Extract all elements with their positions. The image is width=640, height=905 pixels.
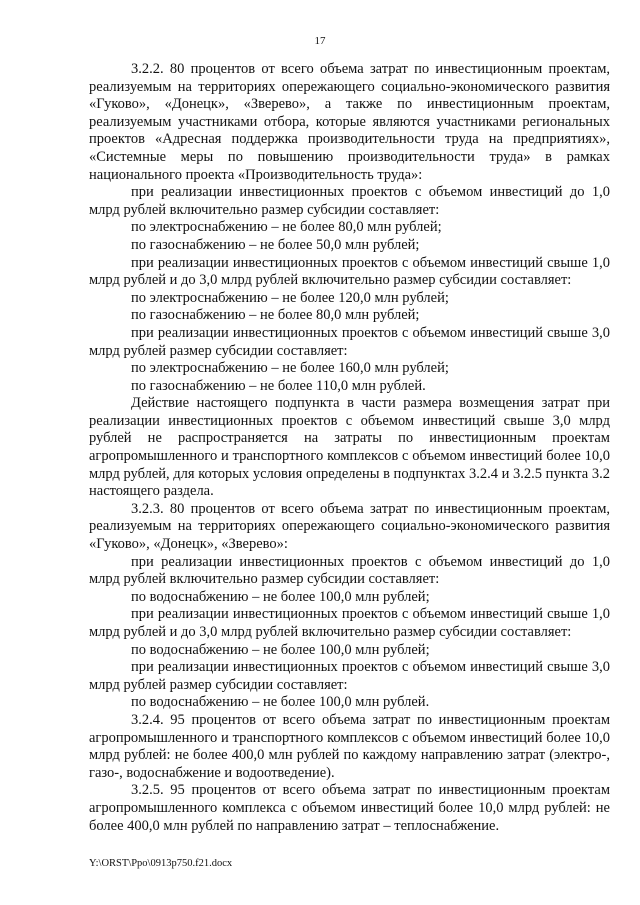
paragraph: по водоснабжению – не более 100,0 млн рублей. [131, 694, 430, 711]
paragraph: при реализации инвестиционных проектов с объемом инвестиций свыше 3,0 млрд рублей размер субсидии составляет: [89, 324, 610, 359]
paragraph: при реализации инвестиционных проектов с объемом инвестиций до 1,0 млрд рублей включительно размер субсидии составляет: [89, 553, 610, 588]
page-number: 17 [314, 35, 326, 47]
paragraph: по газоснабжению – не более 80,0 млн рублей; [131, 307, 420, 324]
paragraph: при реализации инвестиционных проектов с объемом инвестиций свыше 1,0 млрд рублей и до 3,0 млрд рублей включительно размер субсидии составляет: [89, 254, 610, 289]
paragraph-3-2-4: 3.2.4. 95 процентов от всего объема затрат по инвестиционным проектам агропромышленного и транспортного комплексов с объемом инвестиций более 10,0 млрд рублей: не более 400,0 млн рублей по каждому направлению затрат (электро-, газо-, водоснабжение и водоотведение). [89, 711, 610, 781]
paragraph: по газоснабжению – не более 110,0 млн рублей. [131, 377, 426, 394]
paragraph: Действие настоящего подпункта в части размера возмещения затрат при реализации инвестиционных проектов с объемом инвестиций свыше 3,0 млрд рублей не распространяется на затраты по инвестиционным проектам агропромышленного и транспортного комплексов с объемом инвестиций более 10,0 млрд рублей, для которых условия определены в подпунктах 3.2.4 и 3.2.5 пункта 3.2 настоящего раздела. [89, 395, 610, 500]
document-body [89, 61, 610, 835]
paragraph: по электроснабжению – не более 80,0 млн рублей; [131, 219, 442, 236]
footer-file-path: Y:\ORST\Ppo\0913p750.f21.docx [89, 858, 233, 869]
paragraph-3-2-2: 3.2.2. 80 процентов от всего объема затрат по инвестиционным проектам, реализуемым на территориях опережающего социально-экономического развития «Гуково», «Донецк», «Зверево», а также по инвестиционным проектам, реализуемым участниками отбора, которые являются участниками региональных проектов «Адресная поддержка производительности труда на предприятиях», «Системные меры по повышению производительности труда» в рамках национального проекта «Производительность труда»: [89, 61, 610, 183]
paragraph: по водоснабжению – не более 100,0 млн рублей; [131, 588, 430, 605]
paragraph: по электроснабжению – не более 120,0 млн рублей; [131, 289, 449, 306]
paragraph: при реализации инвестиционных проектов с объемом инвестиций свыше 3,0 млрд рублей размер субсидии составляет: [89, 659, 610, 693]
paragraph: по электроснабжению – не более 160,0 млн рублей; [131, 360, 449, 377]
paragraph: по газоснабжению – не более 50,0 млн рублей; [131, 236, 420, 253]
paragraph: при реализации инвестиционных проектов с объемом инвестиций свыше 1,0 млрд рублей и до 3,0 млрд рублей включительно размер субсидии составляет: [89, 606, 610, 640]
paragraph: по водоснабжению – не более 100,0 млн рублей; [131, 641, 430, 658]
paragraph-3-2-5: 3.2.5. 95 процентов от всего объема затрат по инвестиционным проектам агропромышленного комплекса с объемом инвестиций более 10,0 млрд рублей: не более 400,0 млн рублей по направлению затрат – теплоснабжение. [89, 782, 610, 834]
paragraph: при реализации инвестиционных проектов с объемом инвестиций до 1,0 млрд рублей включительно размер субсидии составляет: [89, 184, 610, 218]
paragraph-3-2-3: 3.2.3. 80 процентов от всего объема затрат по инвестиционным проектам, реализуемым на территориях опережающего социально-экономического развития «Гуково», «Донецк», «Зверево»: [89, 500, 610, 553]
